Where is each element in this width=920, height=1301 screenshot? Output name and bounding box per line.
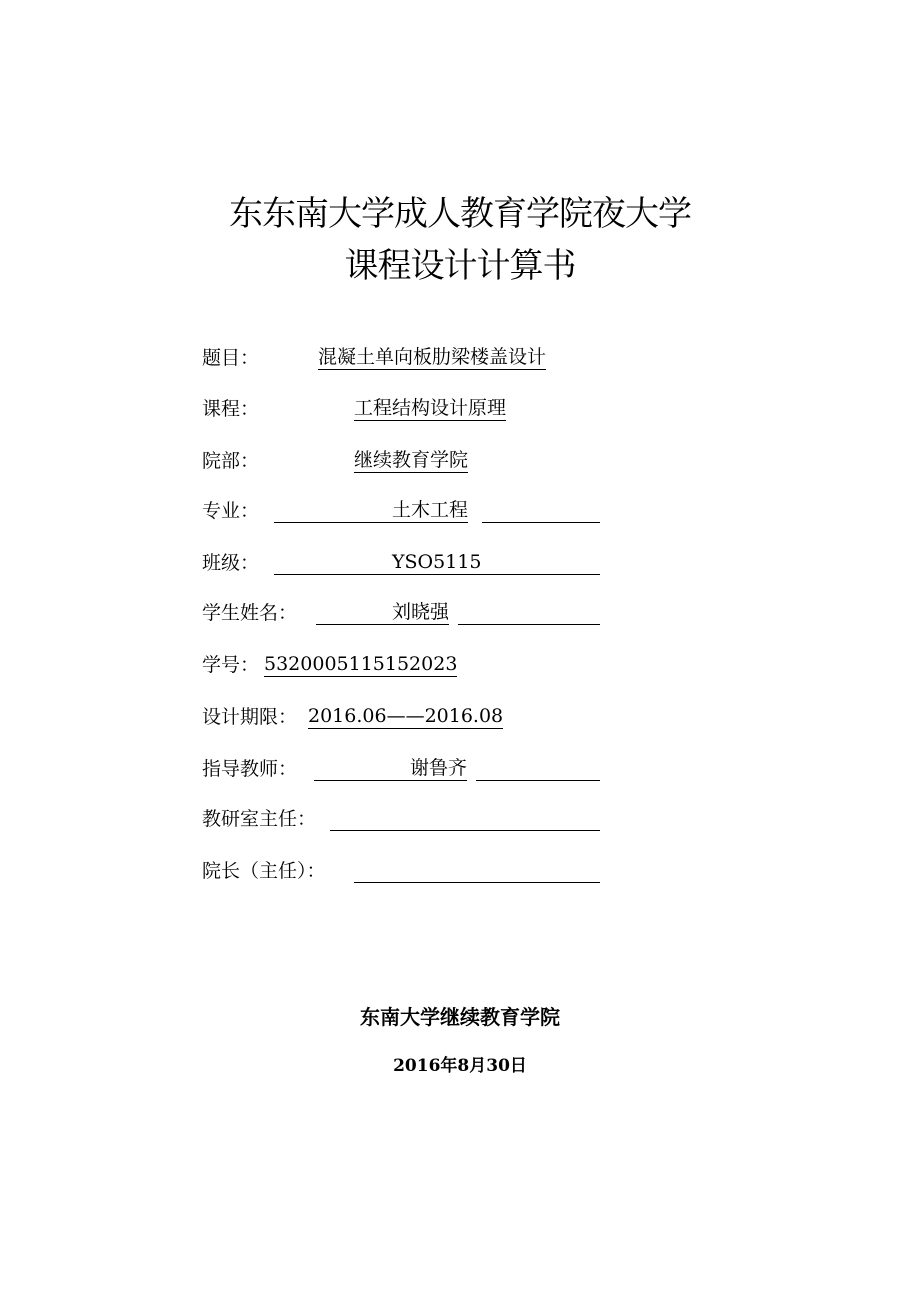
field-class-label: 班级：	[202, 552, 260, 574]
field-major-underline-left	[274, 498, 392, 523]
field-major-underline-right	[482, 498, 600, 523]
field-school-label: 院部：	[202, 450, 260, 472]
field-lab-head-label: 教研室主任：	[202, 808, 317, 830]
field-dean-label: 院长（主任）：	[202, 860, 326, 882]
field-period-label: 设计期限：	[202, 706, 298, 728]
field-course-label: 课程：	[202, 398, 260, 420]
field-student-label: 学生姓名：	[202, 602, 298, 624]
field-major-label: 专业：	[202, 500, 260, 522]
field-dean-underline	[354, 858, 600, 883]
field-advisor-label: 指导教师：	[202, 758, 298, 780]
field-student-underline-right	[458, 600, 600, 625]
field-class-underline-right	[482, 550, 600, 575]
field-advisor-underline-left	[314, 756, 410, 781]
document-title-line2: 课程设计计算书	[344, 246, 576, 286]
field-advisor-value: 谢鲁齐	[410, 757, 468, 779]
field-student-underline-left	[316, 600, 392, 625]
field-course-value: 工程结构设计原理	[354, 397, 507, 419]
field-class-underline-left	[274, 550, 392, 575]
field-student-id-value: 5320005115152023	[264, 653, 458, 675]
field-topic-value: 混凝土单向板肋梁楼盖设计	[318, 346, 547, 368]
field-lab-head-underline	[330, 806, 600, 831]
field-student-value: 刘晓强	[392, 601, 450, 623]
field-major-value: 土木工程	[392, 499, 469, 521]
field-class-value: YSO5115	[392, 551, 482, 573]
document-title-line1: 东东南大学成人教育学院夜大学	[229, 194, 691, 234]
field-student-id-label: 学号：	[202, 654, 260, 676]
field-advisor-underline-right	[476, 756, 600, 781]
field-period-value: 2016.06——2016.08	[308, 705, 504, 727]
footer-institution: 东南大学继续教育学院	[360, 1005, 560, 1029]
field-school-value: 继续教育学院	[354, 449, 469, 471]
footer-date: 2016年8月30日	[393, 1056, 527, 1076]
field-topic-label: 题目：	[202, 347, 260, 369]
